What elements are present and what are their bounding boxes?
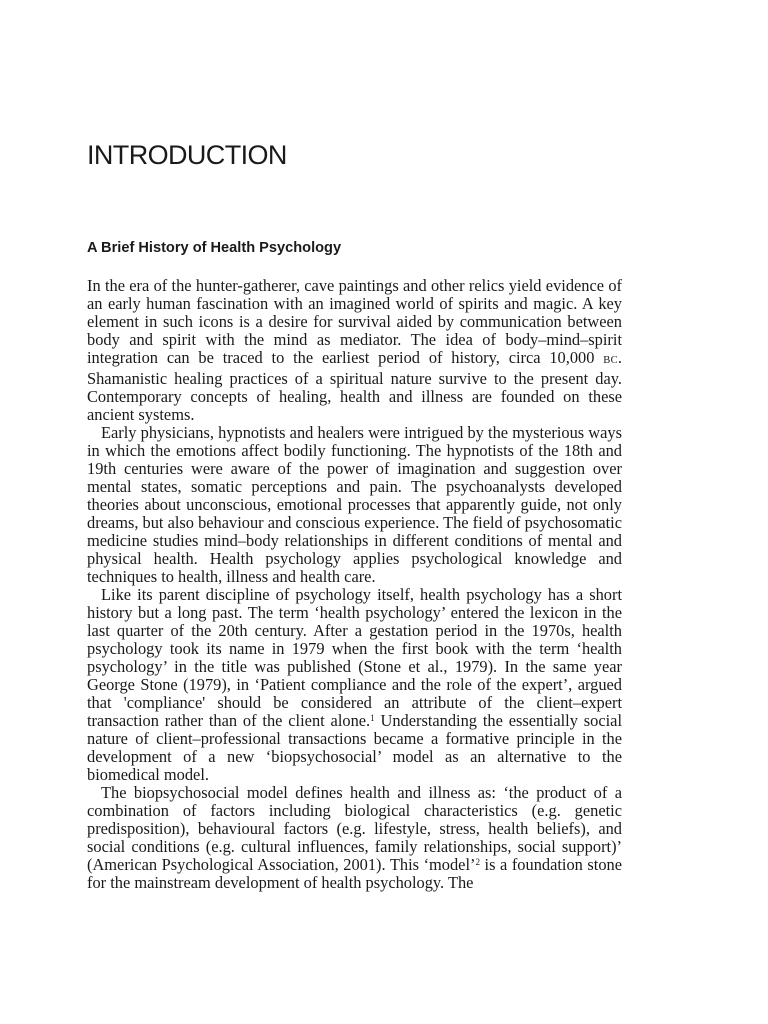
footnote-marker-2: 2 [475, 857, 480, 867]
chapter-title: INTRODUCTION [87, 140, 287, 170]
paragraph-1-text-a: In the era of the hunter-gatherer, cave paintings and other relics yield evidence of an early human fascination with an imagined world of spirits and magic. A key element in such icons is a desire for survival aided by communication between body and spirit with the mind as mediator. The idea of body–mind–spirit integration can be traced to the earliest period of history, circa 10,000 [87, 276, 622, 367]
paragraph-1-text-b: . Shamanistic healing practices of a spiritual nature survive to the present day. Contemporary concepts of healing, health and illness are founded on these ancient systems. [87, 348, 622, 424]
paragraph-3 [87, 586, 622, 784]
paragraph-2: Early physicians, hypnotists and healers were intrigued by the mysterious ways in which the emotions affect bodily functioning. The hypnotists of the 18th and 19th centuries were aware of the power of imagination and suggestion over mental states, somatic perceptions and pain. The psychoanalysts developed theories about unconscious, emotional processes that apparently guide, not only dreams, but also behaviour and conscious experience. The field of psychosomatic medicine studies mind–body relationships in different conditions of mental and physical health. Health psychology applies psychological knowledge and techniques to health, illness and health care. [87, 423, 622, 586]
paragraph-1 [87, 277, 622, 424]
paragraph-3-text-b: Understanding the essentially social nature of client–professional transactions became a formative principle in the development of a new ‘biopsychosocial’ model as an alternative to the biomedical model. [87, 711, 622, 784]
paragraph-4 [87, 784, 622, 892]
era-abbreviation: BC [603, 355, 618, 366]
section-heading: A Brief History of Health Psychology [87, 240, 342, 256]
paragraph-4-text-b: is a foundation stone for the mainstream development of health psychology. The [87, 855, 623, 892]
footnote-marker-1: 1 [370, 713, 375, 723]
paragraph-4-text-a: The biopsychosocial model defines health and illness as: ‘the product of a combination of factors including biological characteristics (e.g. genetic predisposition), behavioural factors (e.g. lifestyle, stress, health beliefs), and social conditions (e.g. cultural influences, family relationships, social support)’ (American Psychological Association, 2001). This ‘model’ [87, 783, 622, 874]
body-text [87, 277, 622, 892]
paragraph-3-text-a: Like its parent discipline of psychology itself, health psychology has a short history but a long past. The term ‘health psychology’ entered the lexicon in the last quarter of the 20th century. After a gestation period in the 1970s, health psychology took its name in 1979 when the first book with the term ‘health psychology’ in the title was published (Stone et al., 1979). In the same year George Stone (1979), in ‘Patient compliance and the role of the expert’, argued that 'compliance' should be considered an attribute of the client–expert transaction rather than of the client alone. [87, 585, 622, 730]
